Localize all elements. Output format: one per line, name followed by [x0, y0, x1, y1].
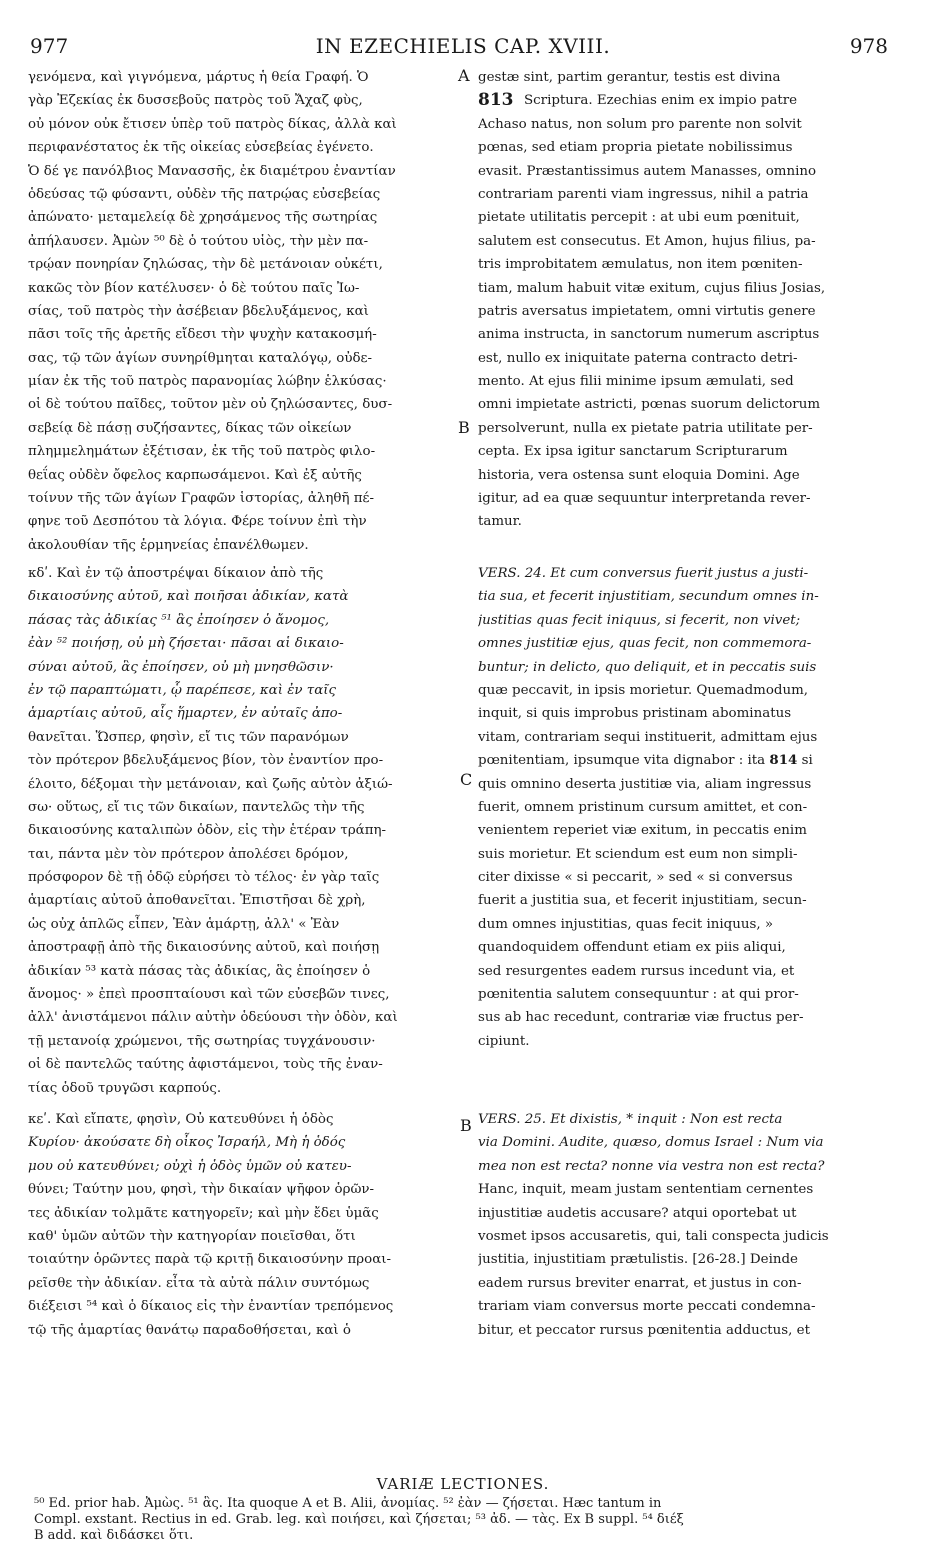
greek-line: πρόσφορον δὲ τῇ ὁδῷ εὑρήσει τὸ τέλος· ἐν γὰρ ταῖς	[28, 870, 380, 886]
latin-line	[478, 749, 896, 772]
latin-line: fuerit a justitia sua, et fecerit injustitiam, secun-	[478, 893, 807, 909]
latin-line: Achaso natus, non solum pro parente non solvit	[478, 116, 802, 132]
greek-line: μίαν ἐκ τῆς τοῦ πατρὸς παρανομίας λώβην ἑλκύσας·	[28, 374, 387, 390]
latin-line: omnes justitiæ ejus, quas fecit, non commemora-	[478, 636, 812, 652]
note-line: ⁵⁰ Ed. prior hab. Ἀμὼς. ⁵¹ ἃς. Ita quoque A et B. Alii, ἀνομίας. ⁵² ἐὰν — ζήσεται. Hæc tantum in	[34, 1496, 662, 1511]
latin-line-tail: si	[801, 753, 813, 769]
greek-line: ἐν τῷ παραπτώματι, ᾧ παρέπεσε, καὶ ἐν ταῖς	[28, 682, 336, 698]
greek-line: φηνε τοῦ Δεσπότου τὰ λόγια. Φέρε τοίνυν ἐπὶ τὴν	[28, 514, 367, 530]
latin-line: contrariam parenti viam ingressus, nihil a patria	[478, 186, 809, 202]
latin-line: quis omnino deserta justitiæ via, aliam ingressus	[478, 776, 812, 792]
latin-line: est, nullo ex iniquitate paterna contracto detri-	[478, 350, 798, 366]
latin-line: gestæ sint, partim gerantur, testis est divina	[478, 70, 781, 85]
latin-line: inquit, si quis improbus pristinam abominatus	[478, 706, 792, 722]
latin-line: persolverunt, nulla ex pietate patria utilitate per-	[478, 420, 813, 436]
margin-marker-c: C	[460, 770, 473, 789]
greek-line: σεβείᾳ δὲ πάσῃ συζήσαντες, δίκας τῶν οἰκείων	[28, 420, 352, 436]
latin-block-3	[478, 1108, 896, 1342]
greek-block-2	[28, 562, 456, 1100]
latin-line: sed resurgentes eadem rursus incedunt via, et	[478, 963, 795, 979]
latin-line: pœnitentia salutem consequuntur : at qui pror-	[478, 987, 799, 1003]
latin-line: patris aversatus impietatem, omni virtutis genere	[478, 303, 816, 319]
page-number-right: 978	[849, 34, 888, 58]
latin-line: VERS. 24. Et cum conversus fuerit justus a justi-	[478, 566, 809, 581]
greek-line: οἱ δὲ παντελῶς ταύτης ἀφιστάμενοι, τοὺς τῆς ἐναν-	[28, 1057, 383, 1073]
latin-line: evasit. Præstantissimus autem Manasses, omnino	[478, 163, 817, 179]
greek-line: τοιαύτην ὁρῶντες παρὰ τῷ κριτῇ δικαιοσύνην προαι-	[28, 1252, 392, 1268]
latin-line: Scriptura. Ezechias enim ex impio patre	[524, 93, 798, 109]
greek-line: ἀπώνατο· μεταμελείᾳ δὲ χρησάμενος τῆς σωτηρίας	[28, 210, 378, 226]
greek-line: κεʹ. Καὶ εἴπατε, φησὶν, Οὐ κατευθύνει ἡ ὁδὸς	[28, 1112, 334, 1127]
greek-line: ἀποστραφῇ ἀπὸ τῆς δικαιοσύνης αὐτοῦ, καὶ ποιήσῃ	[28, 940, 380, 956]
margin-marker-b-lower: B	[460, 1116, 472, 1135]
greek-line: έλοιτο, δέξομαι τὴν μετάνοιαν, καὶ ζωῆς αὐτὸν ἀξιώ-	[28, 776, 393, 792]
running-header	[0, 34, 926, 62]
latin-line: tiam, malum habuit vitæ exitum, cujus filius Josias,	[478, 280, 826, 296]
greek-line: ἀκολουθίαν τῆς ἑρμηνείας ἐπανέλθωμεν.	[28, 537, 309, 553]
variae-lectiones-heading: VARIÆ LECTIONES.	[376, 1475, 550, 1493]
greek-line: καθ' ὑμῶν αὐτῶν τὴν κατηγορίαν ποιεῖσθαι, ὅτι	[28, 1228, 356, 1244]
greek-line: ἁμαρτίαις αὐτοῦ, αἷς ἥμαρτεν, ἐν αὐταῖς ἀπο-	[28, 706, 343, 722]
greek-line: πᾶσι τοῖς τῆς ἀρετῆς εἴδεσι τὴν ψυχὴν κατακοσμή-	[28, 327, 377, 343]
latin-line: quandoquidem offendunt etiam ex piis aliqui,	[478, 940, 786, 956]
greek-line: θύνει; Ταύτην μου, φησὶ, τὴν δικαίαν ψῆφον ὁρῶν-	[28, 1182, 375, 1198]
greek-line: ται, πάντα μὲν τὸν πρότερον ἀπολέσει δρόμον,	[28, 846, 349, 862]
latin-line: mea non est recta? nonne via vestra non est recta?	[478, 1158, 825, 1174]
latin-block-2	[478, 562, 896, 1053]
variae-lectiones-notes	[34, 1496, 894, 1544]
greek-line: θανεῖται. Ὥσπερ, φησὶν, εἴ τις τῶν παρανόμων	[28, 729, 349, 745]
latin-line: sus ab hac recedunt, contrariæ viæ fructus per-	[478, 1010, 804, 1026]
latin-line: dum omnes injustitias, quas fecit iniquus, »	[478, 916, 774, 932]
greek-line: δικαιοσύνης καταλιπὼν ὁδὸν, εἰς τὴν ἑτέραν τράπη-	[28, 823, 387, 839]
greek-line: Κυρίου· ἀκούσατε δὴ οἶκος Ἰσραήλ, Μὴ ἡ ὁδός	[28, 1135, 346, 1151]
greek-line: τῷ τῆς ἁμαρτίας θανάτῳ παραδοθήσεται, καὶ ὁ	[28, 1322, 351, 1338]
latin-line: suis morietur. Et sciendum est eum non simpli-	[478, 846, 798, 862]
latin-line: justitia, injustitiam prætulistis. [26-28.] Deinde	[478, 1252, 798, 1268]
greek-line: κακῶς τὸν βίον κατέλυσεν· ὁ δὲ τούτου παῖς Ἰω-	[28, 280, 360, 296]
greek-line: ὡς οὐχ ἁπλῶς εἶπεν, Ἐὰν ἁμάρτῃ, ἀλλ' « Ἐὰν	[28, 916, 340, 932]
greek-line: ἀδικίαν ⁵³ κατὰ πάσας τὰς ἀδικίας, ἃς ἐποίησεν ὁ	[28, 963, 371, 979]
greek-line: σίας, τοῦ πατρὸς τὴν ἀσέβειαν βδελυξάμενος, καὶ	[28, 303, 369, 319]
latin-line: via Domini. Audite, quæso, domus Israel : Num via	[478, 1135, 824, 1151]
latin-line: anima instructa, in sanctorum numerum ascriptus	[478, 327, 820, 343]
greek-line: οὐ μόνον οὐκ ἔτισεν ὑπὲρ τοῦ πατρὸς δίκας, ἀλλὰ καὶ	[28, 116, 397, 132]
page-number-left: 977	[30, 34, 69, 58]
margin-marker-a: A	[458, 66, 470, 85]
latin-line: justitias quas fecit iniquus, si fecerit, non vivet;	[478, 612, 801, 628]
latin-line: Hanc, inquit, meam justam sententiam cernentes	[478, 1182, 814, 1198]
latin-line: igitur, ad ea quæ sequuntur interpretanda rever-	[478, 491, 811, 507]
latin-line: fuerit, omnem pristinum cursum amittet, et con-	[478, 799, 808, 815]
greek-line: ἁμαρτίαις αὐτοῦ ἀποθανεῖται. Ἐπιστῆσαι δὲ χρὴ,	[28, 893, 366, 909]
latin-line: tia sua, et fecerit injustitiam, secundum omnes in-	[478, 589, 819, 605]
column-number-813: 813	[478, 90, 514, 110]
greek-line: σας, τῷ τῶν ἁγίων συνηρίθμηται καταλόγῳ, οὐδε-	[28, 350, 372, 366]
latin-line: VERS. 25. Et dixistis, * inquit : Non est recta	[478, 1112, 783, 1127]
latin-block-1	[478, 66, 896, 534]
latin-line-text: pœnitentiam, ipsumque vita dignabor : ita	[478, 753, 766, 769]
latin-line: venientem reperiet viæ exitum, in peccatis enim	[478, 823, 807, 839]
greek-line: τῇ μετανοίᾳ χρώμενοι, τῆς σωτηρίας τυγχάνουσιν·	[28, 1033, 376, 1049]
latin-line: tamur.	[478, 514, 522, 530]
greek-line: σω· οὕτως, εἴ τις τῶν δικαίων, παντελῶς τὴν τῆς	[28, 799, 365, 815]
latin-line: historia, vera ostensa sunt eloquia Domini. Age	[478, 467, 800, 483]
note-line: Compl. exstant. Rectius in ed. Grab. leg. καὶ ποιήσει, καὶ ζήσεται; ⁵³ ἀδ. — τὰς. Ex B suppl. ⁵⁴ διέξ	[34, 1512, 684, 1527]
latin-line: buntur; in delicto, quo deliquit, et in peccatis suis	[478, 659, 817, 675]
latin-line: injustitiæ audetis accusare? atqui oportebat ut	[478, 1205, 797, 1221]
greek-line: ὁδεύσας τῷ φύσαντι, οὐδὲν τῆς πατρῴας εὐσεβείας	[28, 186, 381, 202]
greek-line: οἱ δὲ τούτου παῖδες, τοῦτον μὲν οὐ ζηλώσαντες, δυσ-	[28, 397, 393, 413]
greek-line: ρεῖσθε τὴν ἀδικίαν. εἶτα τὰ αὐτὰ πάλιν συντόμως	[28, 1275, 370, 1291]
greek-line: πάσας τὰς ἀδικίας ⁵¹ ἃς ἐποίησεν ὁ ἄνομος,	[28, 612, 330, 628]
latin-line: cipiunt.	[478, 1033, 530, 1049]
latin-line: vosmet ipsos accusaretis, qui, tali conspecta judicis	[478, 1228, 829, 1244]
column-number-814: 814	[769, 752, 798, 769]
latin-line: mento. At ejus filii minime ipsum æmulati, sed	[478, 374, 794, 390]
latin-line: pietate utilitatis percepit : at ubi eum pœnituit,	[478, 210, 800, 226]
greek-line: ἄνομος· » ἐπεὶ προσπταίουσι καὶ τῶν εὐσεβῶν τινες,	[28, 987, 390, 1003]
greek-line: περιφανέστατος ἐκ τῆς οἰκείας εὐσεβείας ἐγένετο.	[28, 140, 374, 156]
latin-line: omni impietate astricti, pœnas suorum delictorum	[478, 397, 821, 413]
greek-line: ἀπήλαυσεν. Ἀμὼν ⁵⁰ δὲ ὁ τούτου υἱὸς, τὴν μὲν πα-	[28, 233, 369, 249]
margin-marker-b: B	[458, 418, 470, 437]
latin-line: pœnas, sed etiam propria pietate nobilissimus	[478, 140, 793, 156]
greek-line: τρῴαν πονηρίαν ζηλώσας, τὴν δὲ μετάνοιαν οὐκέτι,	[28, 257, 383, 273]
latin-line: cepta. Ex ipsa igitur sanctarum Scripturarum	[478, 444, 788, 460]
greek-line: τίας ὁδοῦ τρυγῶσι καρπούς.	[28, 1080, 222, 1096]
greek-line: θεΐας οὐδὲν ὄφελος καρπωσάμενοι. Καὶ ἐξ αὐτῆς	[28, 467, 362, 483]
running-title: IN EZECHIELIS CAP. XVIII.	[315, 34, 611, 58]
greek-line: κδʹ. Καὶ ἐν τῷ ἀποστρέψαι δίκαιον ἀπὸ τῆς	[28, 566, 324, 581]
greek-line: μου οὐ κατευθύνει; οὐχὶ ἡ ὁδὸς ὑμῶν οὐ κατευ-	[28, 1158, 352, 1174]
latin-line: citer dixisse « si peccarit, » sed « si conversus	[478, 870, 793, 886]
greek-block-3	[28, 1108, 456, 1342]
latin-line: bitur, et peccator rursus pœnitentia adductus, et	[478, 1322, 810, 1338]
greek-line: τοίνυν τῆς τῶν ἁγίων Γραφῶν ἱστορίας, ἀληθῆ πέ-	[28, 491, 375, 507]
greek-line: τες ἀδικίαν τολμᾶτε κατηγορεῖν; καὶ μὴν ἔδει ὑμᾶς	[28, 1205, 379, 1221]
greek-line: ἐὰν ⁵² ποιήσῃ, οὐ μὴ ζήσεται· πᾶσαι αἱ δικαιο-	[28, 636, 344, 652]
greek-line: τὸν πρότερον βδελυξάμενος βίον, τὸν ἐναντίον προ-	[28, 753, 384, 769]
greek-block-1	[28, 66, 456, 557]
latin-line: tris improbitatem æmulatus, non item pœniten-	[478, 257, 803, 273]
latin-line: trariam viam conversus morte peccati condemna-	[478, 1299, 816, 1315]
latin-line: eadem rursus breviter enarrat, et justus in con-	[478, 1275, 802, 1291]
greek-line: πλημμελημάτων ἐξέτισαν, ἐκ τῆς τοῦ πατρὸς φιλο-	[28, 444, 376, 460]
greek-line: Ὁ δέ γε πανόλβιος Μανασσῆς, ἐκ διαμέτρου ἐναντίαν	[28, 163, 396, 179]
greek-line: γενόμενα, καὶ γιγνόμενα, μάρτυς ἡ θεία Γραφή. Ὁ	[28, 70, 369, 85]
latin-line: salutem est consecutus. Et Amon, hujus filius, pa-	[478, 233, 816, 249]
greek-line: σύναι αὐτοῦ, ἃς ἐποίησεν, οὐ μὴ μνησθῶσιν·	[28, 659, 334, 675]
note-line: B add. καὶ διδάσκει ὅτι.	[34, 1528, 194, 1543]
greek-line: διέξεισι ⁵⁴ καὶ ὁ δίκαιος εἰς τὴν ἐναντίαν τρεπόμενος	[28, 1299, 394, 1315]
greek-line: ἀλλ' ἀνιστάμενοι πάλιν αὐτὴν ὁδεύουσι τὴν ὁδὸν, καὶ	[28, 1010, 398, 1026]
latin-line: vitam, contrariam sequi instituerit, admittam ejus	[478, 729, 818, 745]
greek-line: γὰρ Ἐζεκίας ἐκ δυσσεβοῦς πατρὸς τοῦ Ἄχαζ φὺς,	[28, 93, 363, 109]
greek-line: δικαιοσύνης αὐτοῦ, καὶ ποιῆσαι ἀδικίαν, κατὰ	[28, 589, 349, 605]
latin-line: quæ peccavit, in ipsis morietur. Quemadmodum,	[478, 682, 809, 698]
